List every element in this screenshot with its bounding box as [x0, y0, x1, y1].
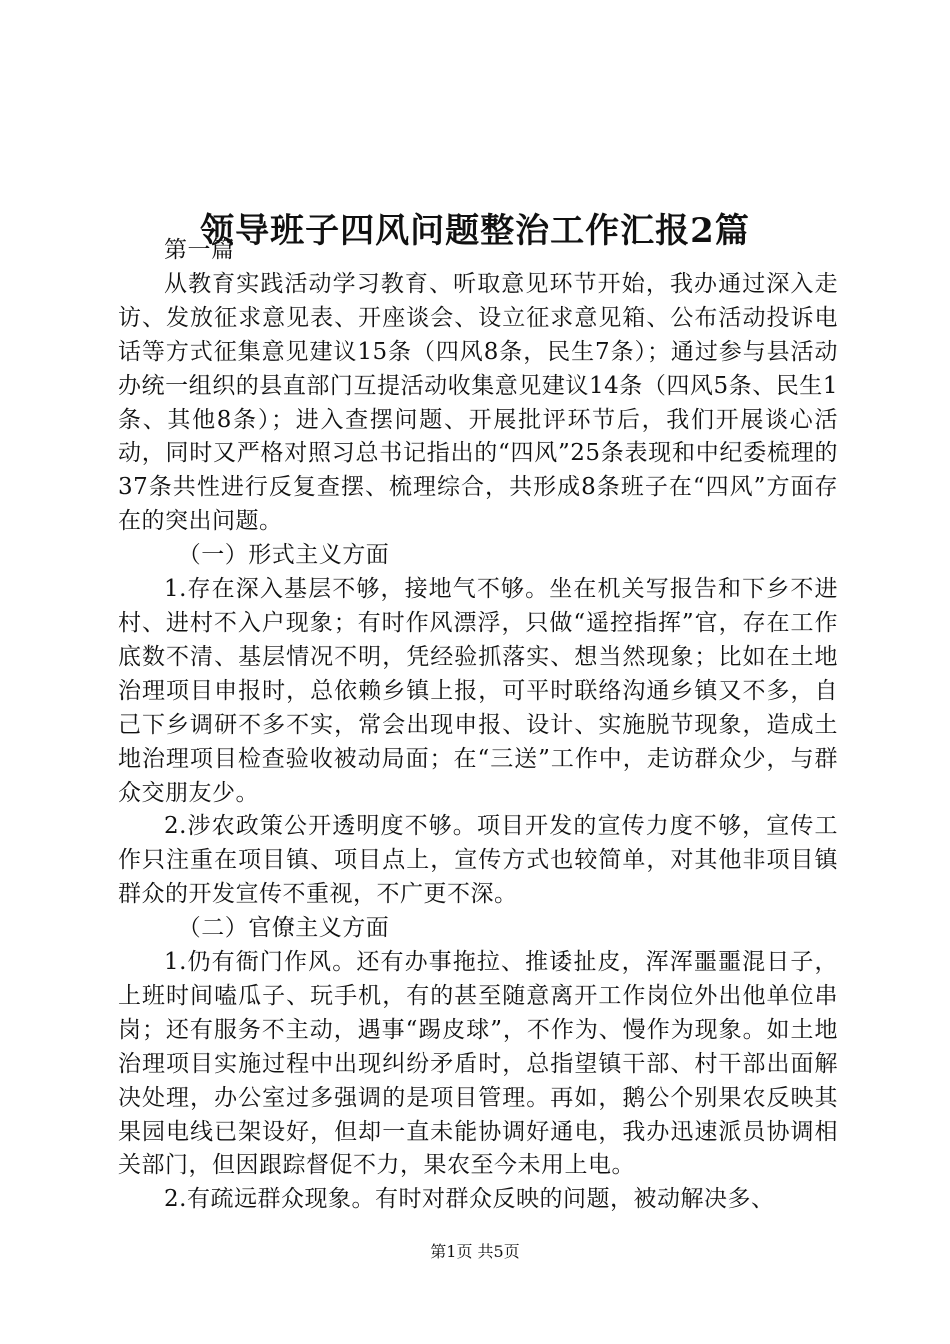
subheading-bureaucratism: （二）官僚主义方面 — [177, 915, 390, 942]
section-label: 第一篇 — [164, 237, 235, 263]
paragraph-formalism-2: 2.涉农政策公开透明度不够。项目开发的宣传力度不够，宣传工作只注重在项目镇、项目点上，宣传方式也较简单，对其他非项目镇群众的开发宣传不重视，不广更不深。 — [118, 813, 838, 908]
paragraph-bureaucratism-2: 2.有疏远群众现象。有时对群众反映的问题，被动解决多、 — [164, 1186, 775, 1213]
subheading-formalism: （一）形式主义方面 — [177, 542, 390, 569]
document-title: 领导班子四风问题整治工作汇报2篇 — [200, 210, 750, 251]
page-number-footer: 第1页 共5页 — [430, 1242, 520, 1261]
paragraph-intro: 从教育实践活动学习教育、听取意见环节开始，我办通过深入走访、发放征求意见表、开座谈会、设立征求意见箱、公布活动投诉电话等方式征集意见建议15条（四风8条，民生7条）；通过参与县活动办统一组织的县直部门互提活动收集意见建议14条（四风5条、民生1条、其他8条）；进入查摆问题、开展批评环节后，我们开展谈心活动，同时又严格对照习总书记指出的“四风”25条表现和中纪委梳理的37条共性进行反复查摆、梳理综合，共形成8条班子在“四风”方面存在的突出问题。 — [118, 270, 838, 535]
document-body — [118, 234, 838, 1217]
paragraph-bureaucratism-1: 1.仍有衙门作风。还有办事拖拉、推诿扯皮，浑浑噩噩混日子，上班时间嗑瓜子、玩手机，有的甚至随意离开工作岗位外出他单位串岗；还有服务不主动，遇事“踢皮球”，不作为、慢作为现象。如土地治理项目实施过程中出现纠纷矛盾时，总指望镇干部、村干部出面解决处理，办公室过多强调的是项目管理。再如，鹅公个别果农反映其果园电线已架设好，但却一直未能协调好通电，我办迅速派员协调相关部门，但因跟踪督促不力，果农至今未用上电。 — [118, 949, 838, 1179]
paragraph-formalism-1: 1.存在深入基层不够，接地气不够。坐在机关写报告和下乡不进村、进村不入户现象；有时作风漂浮，只做“遥控指挥”官，存在工作底数不清、基层情况不明，凭经验抓落实、想当然现象；比如在土地治理项目申报时，总依赖乡镇上报，可平时联络沟通乡镇又不多，自己下乡调研不多不实，常会出现申报、设计、实施脱节现象，造成土地治理项目检查验收被动局面；在“三送”工作中，走访群众少，与群众交朋友少。 — [118, 576, 838, 806]
